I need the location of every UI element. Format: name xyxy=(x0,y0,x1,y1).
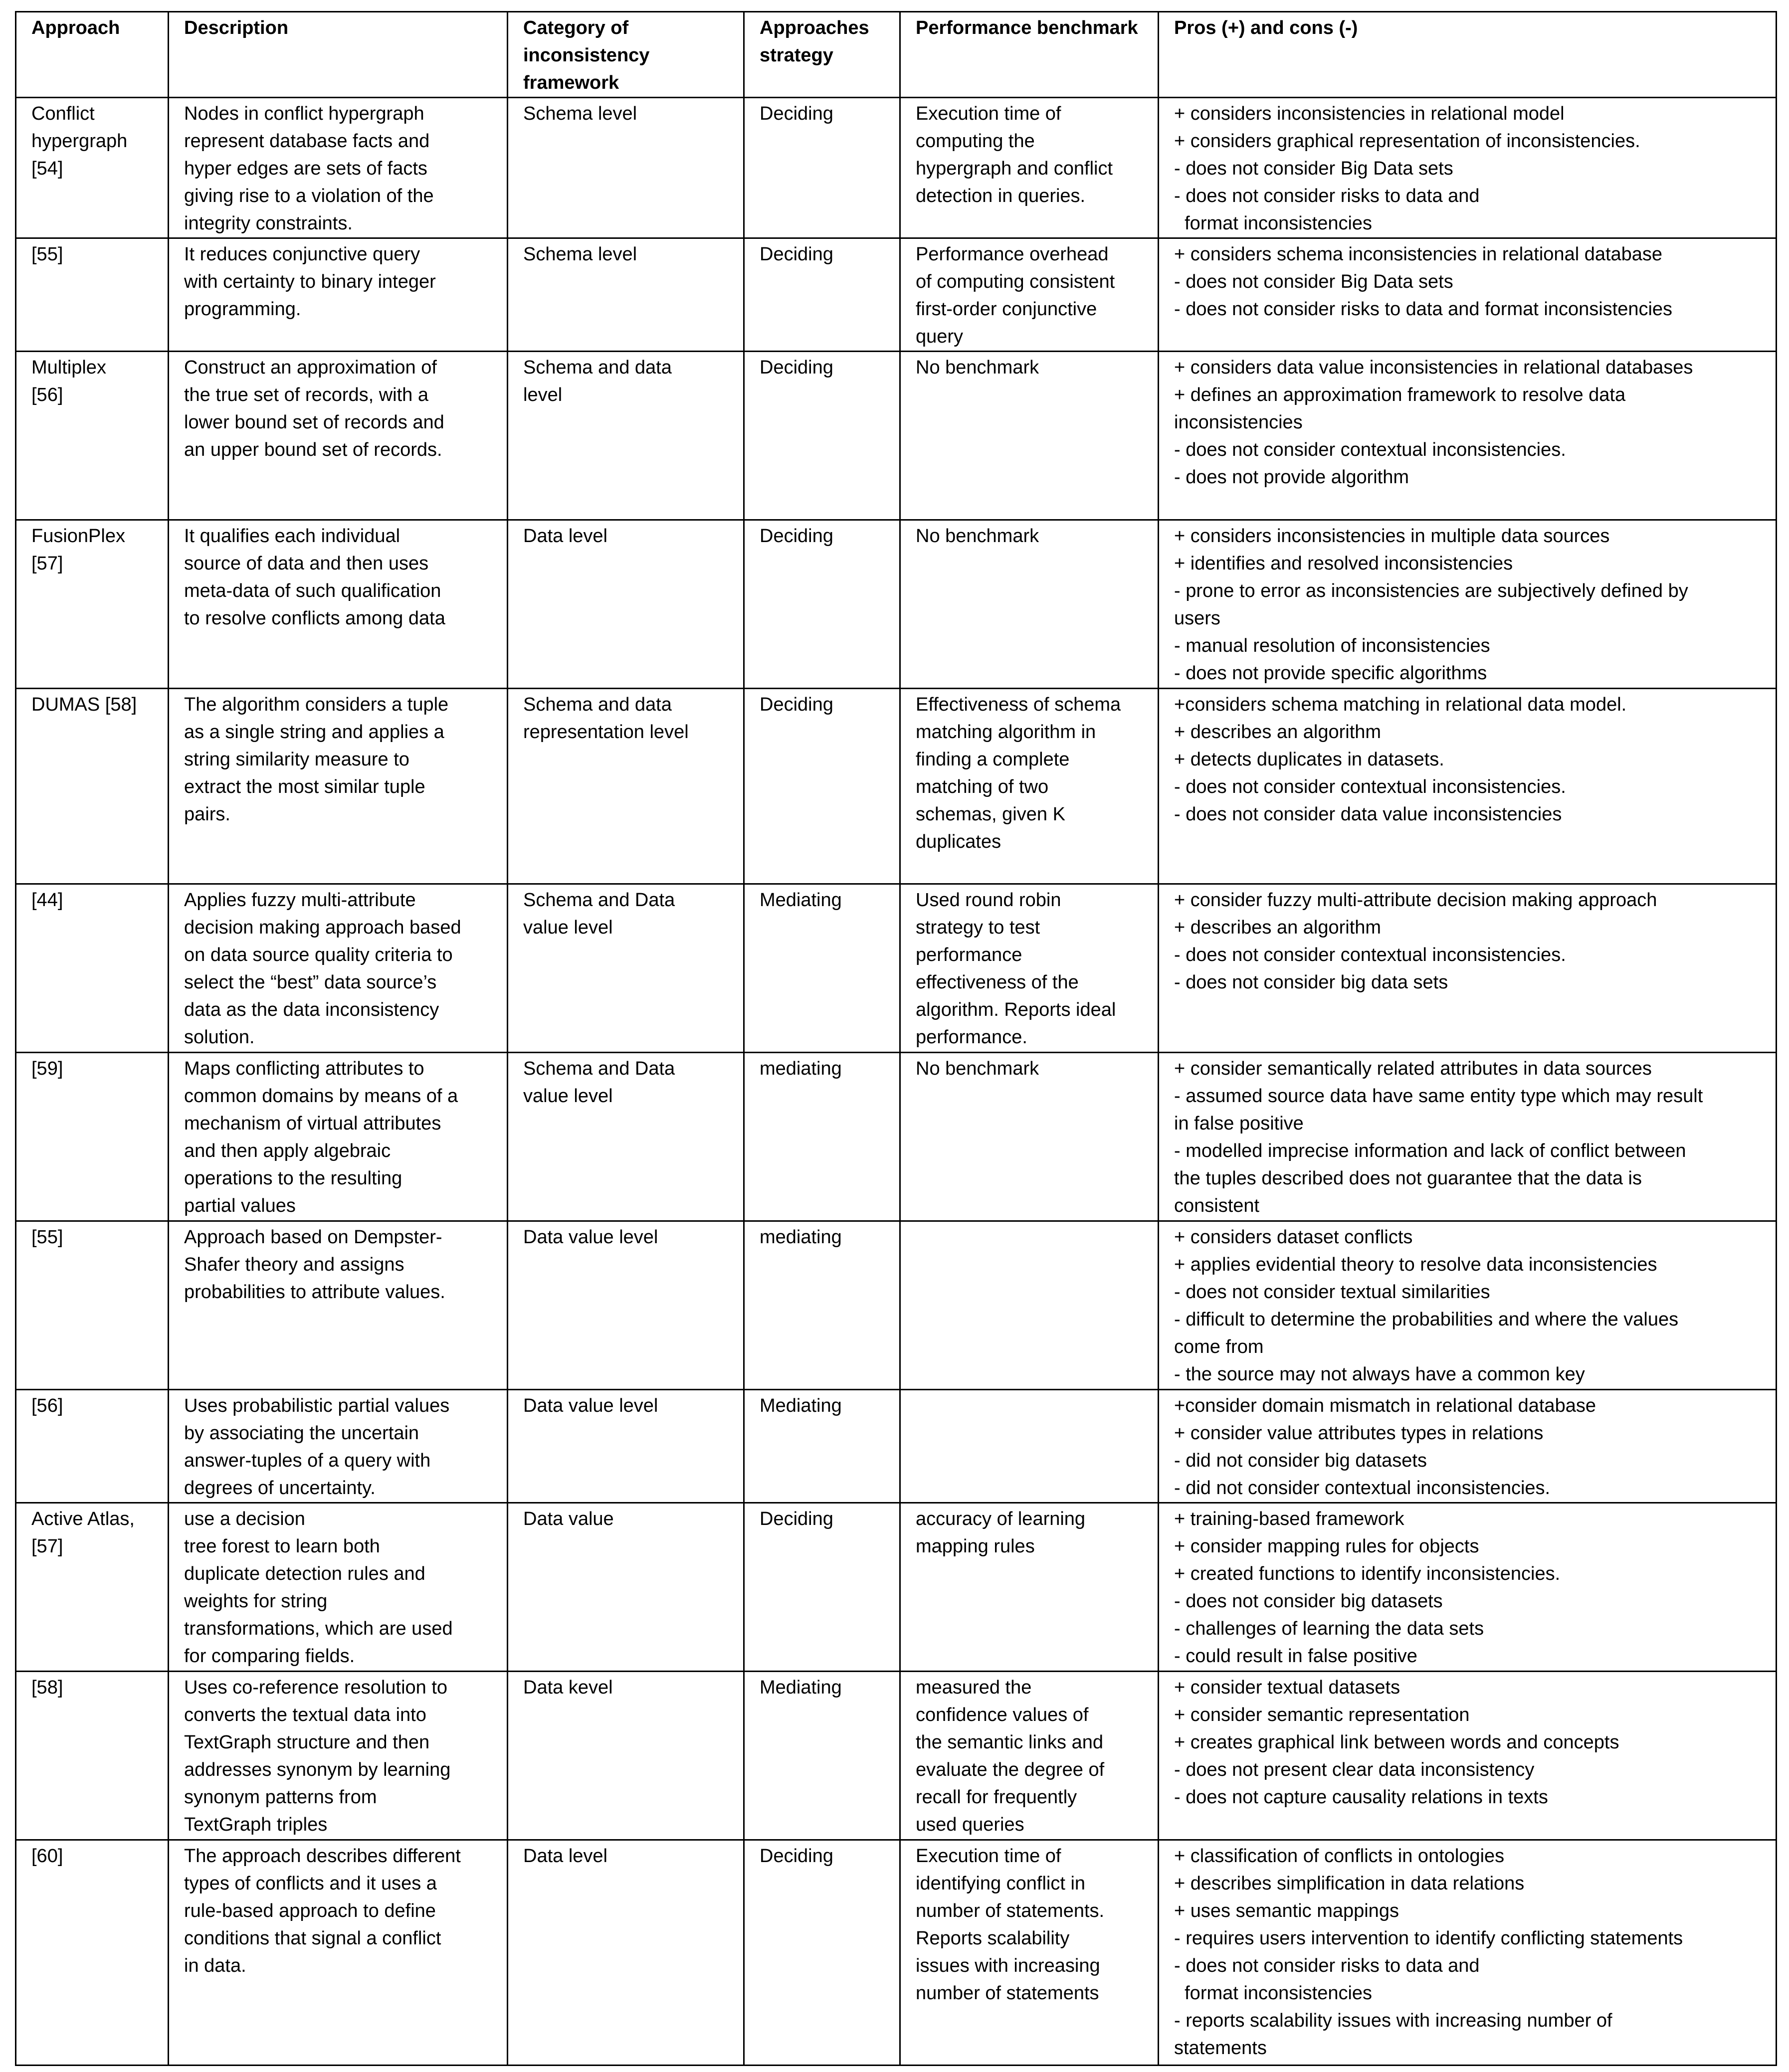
cell-line: [58] xyxy=(31,1677,63,1698)
cell-line: - assumed source data have same entity type which may result xyxy=(1174,1086,1703,1107)
category-cell xyxy=(508,1221,744,1390)
cell-line: converts the textual data into xyxy=(184,1704,426,1725)
cell-line: - does not consider contextual inconsistencies. xyxy=(1174,439,1566,460)
cell-line: + training-based framework xyxy=(1174,1508,1404,1529)
cell-line: [44] xyxy=(31,890,63,911)
cell-line: matching of two xyxy=(916,776,1049,797)
cell-line: detection in queries. xyxy=(916,186,1086,206)
benchmark-cell xyxy=(900,1221,1159,1390)
cell-line: - does not consider contextual inconsistencies. xyxy=(1174,776,1566,797)
table-row xyxy=(16,1053,1777,1221)
category-cell xyxy=(508,1672,744,1840)
pros-cons-cell xyxy=(1159,689,1777,884)
table-header xyxy=(16,12,1777,98)
cell-line: with certainty to binary integer xyxy=(184,271,436,292)
cell-line: giving rise to a violation of the xyxy=(184,186,434,206)
approach-cell xyxy=(16,1053,169,1221)
header-pros-cons: Pros (+) and cons (-) xyxy=(1159,12,1777,98)
header-category: Category of inconsistency framework xyxy=(508,12,744,98)
description-cell xyxy=(169,1503,508,1672)
cell-line: on data source quality criteria to xyxy=(184,944,453,965)
cell-line: format inconsistencies xyxy=(1174,213,1373,234)
cell-line: as a single string and applies a xyxy=(184,722,444,743)
description-cell xyxy=(169,352,508,520)
cell-line: TextGraph triples xyxy=(184,1814,328,1835)
cell-line: No benchmark xyxy=(916,526,1039,547)
cell-line: Performance overhead xyxy=(916,244,1109,265)
cell-line: Schema level xyxy=(523,103,637,124)
cell-line: rule-based approach to define xyxy=(184,1900,436,1921)
strategy-cell xyxy=(744,352,900,520)
benchmark-cell xyxy=(900,238,1159,352)
cell-line: [60] xyxy=(31,1846,63,1867)
cell-line: - does not consider risks to data and format inconsistencies xyxy=(1174,299,1673,320)
cell-line: conditions that signal a conflict xyxy=(184,1928,441,1949)
description-cell xyxy=(169,1053,508,1221)
cell-line: by associating the uncertain xyxy=(184,1423,419,1444)
benchmark-cell xyxy=(900,352,1159,520)
strategy-cell xyxy=(744,98,900,238)
cell-line: - the source may not always have a common key xyxy=(1174,1364,1585,1385)
cell-line: + considers data value inconsistencies in relational databases xyxy=(1174,357,1693,378)
approach-cell xyxy=(16,238,169,352)
cell-line: It qualifies each individual xyxy=(184,526,400,547)
cell-line: Schema level xyxy=(523,244,637,265)
cell-line: programming. xyxy=(184,299,301,320)
cell-line: + describes simplification in data relations xyxy=(1174,1873,1525,1894)
pros-cons-cell xyxy=(1159,1503,1777,1672)
cell-line: consistent xyxy=(1174,1195,1260,1216)
cell-line: recall for frequently xyxy=(916,1787,1077,1808)
cell-line: Data level xyxy=(523,526,607,547)
table-body xyxy=(16,98,1777,2066)
cell-line: use a decision xyxy=(184,1508,305,1529)
cell-line: lower bound set of records and xyxy=(184,412,444,433)
cell-line: Schema and Data xyxy=(523,890,675,911)
cell-line: [56] xyxy=(31,384,63,405)
cell-line: decision making approach based xyxy=(184,917,461,938)
table-row xyxy=(16,689,1777,884)
cell-line: Shafer theory and assigns xyxy=(184,1254,404,1275)
category-cell xyxy=(508,1503,744,1672)
cell-line: query xyxy=(916,326,964,347)
cell-line: Data level xyxy=(523,1846,607,1867)
cell-line: format inconsistencies xyxy=(1174,1983,1373,2004)
cell-line: level xyxy=(523,384,563,405)
header-benchmark: Performance benchmark xyxy=(900,12,1159,98)
cell-line: [56] xyxy=(31,1395,63,1416)
cell-line: - does not consider risks to data and xyxy=(1174,186,1480,206)
cell-line: hypergraph xyxy=(31,131,128,152)
category-cell xyxy=(508,98,744,238)
cell-line: + considers dataset conflicts xyxy=(1174,1227,1413,1248)
cell-line: meta-data of such qualification xyxy=(184,580,441,601)
pros-cons-cell xyxy=(1159,884,1777,1053)
cell-line: computing the xyxy=(916,131,1035,152)
cell-line: - does not consider textual similarities xyxy=(1174,1282,1490,1303)
cell-line: Reports scalability xyxy=(916,1928,1070,1949)
cell-line: confidence values of xyxy=(916,1704,1089,1725)
cell-line: inconsistencies xyxy=(1174,412,1303,433)
cell-line: answer-tuples of a query with xyxy=(184,1450,431,1471)
category-cell xyxy=(508,1053,744,1221)
approach-cell xyxy=(16,1840,169,2066)
cell-line: Schema and Data xyxy=(523,1058,675,1079)
pros-cons-cell xyxy=(1159,1221,1777,1390)
strategy-cell xyxy=(744,238,900,352)
cell-line: + consider semantically related attributes in data sources xyxy=(1174,1058,1652,1079)
cell-line: - did not consider contextual inconsistencies. xyxy=(1174,1478,1551,1499)
cell-line: an upper bound set of records. xyxy=(184,439,442,460)
cell-line: + consider value attributes types in relations xyxy=(1174,1423,1544,1444)
category-cell xyxy=(508,352,744,520)
cell-line: select the “best” data source’s xyxy=(184,972,437,993)
cell-line: + uses semantic mappings xyxy=(1174,1900,1399,1921)
cell-line: - does not provide specific algorithms xyxy=(1174,663,1487,684)
description-cell xyxy=(169,1221,508,1390)
cell-line: No benchmark xyxy=(916,357,1039,378)
cell-line: Data kevel xyxy=(523,1677,613,1698)
approach-cell xyxy=(16,689,169,884)
cell-line: TextGraph structure and then xyxy=(184,1732,430,1753)
pros-cons-cell xyxy=(1159,98,1777,238)
benchmark-cell xyxy=(900,520,1159,689)
cell-line: effectiveness of the xyxy=(916,972,1079,993)
cell-line: - modelled imprecise information and lack of conflict between xyxy=(1174,1140,1686,1161)
cell-line: Deciding xyxy=(760,103,833,124)
pros-cons-cell xyxy=(1159,1840,1777,2066)
description-cell xyxy=(169,689,508,884)
description-cell xyxy=(169,520,508,689)
table-row xyxy=(16,1221,1777,1390)
header-strategy: Approaches strategy xyxy=(744,12,900,98)
cell-line: duplicates xyxy=(916,831,1001,852)
pros-cons-cell xyxy=(1159,352,1777,520)
cell-line: degrees of uncertainty. xyxy=(184,1478,376,1499)
cell-line: algorithm. Reports ideal xyxy=(916,999,1116,1020)
cell-line: Mediating xyxy=(760,890,842,911)
cell-line: - prone to error as inconsistencies are subjectively defined by xyxy=(1174,580,1688,601)
strategy-cell xyxy=(744,689,900,884)
cell-line: mediating xyxy=(760,1058,842,1079)
cell-line: - does not consider big data sets xyxy=(1174,972,1448,993)
cell-line: [55] xyxy=(31,1227,63,1248)
table-row xyxy=(16,352,1777,520)
cell-line: string similarity measure to xyxy=(184,749,409,770)
cell-line: solution. xyxy=(184,1027,255,1048)
cell-line: weights for string xyxy=(184,1591,328,1612)
cell-line: + consider textual datasets xyxy=(1174,1677,1400,1698)
cell-line: identifying conflict in xyxy=(916,1873,1086,1894)
cell-line: addresses synonym by learning xyxy=(184,1759,451,1780)
cell-line: tree forest to learn both xyxy=(184,1536,380,1557)
category-cell xyxy=(508,238,744,352)
description-cell xyxy=(169,884,508,1053)
strategy-cell xyxy=(744,1503,900,1672)
cell-line: schemas, given K xyxy=(916,804,1065,825)
cell-line: number of statements. xyxy=(916,1900,1105,1921)
benchmark-cell xyxy=(900,689,1159,884)
cell-line: performance xyxy=(916,944,1022,965)
cell-line: in data. xyxy=(184,1955,246,1976)
cell-line: Deciding xyxy=(760,526,833,547)
table-row xyxy=(16,1672,1777,1840)
cell-line: + detects duplicates in datasets. xyxy=(1174,749,1444,770)
table-row xyxy=(16,98,1777,238)
comparison-table xyxy=(15,11,1777,2066)
cell-line: mapping rules xyxy=(916,1536,1035,1557)
header-row xyxy=(16,12,1777,98)
cell-line: users xyxy=(1174,608,1220,629)
cell-line: extract the most similar tuple xyxy=(184,776,425,797)
cell-line: value level xyxy=(523,917,613,938)
strategy-cell xyxy=(744,1053,900,1221)
approach-cell xyxy=(16,1672,169,1840)
cell-line: - does not consider risks to data and xyxy=(1174,1955,1480,1976)
cell-line: - does not consider Big Data sets xyxy=(1174,158,1453,179)
strategy-cell xyxy=(744,1221,900,1390)
cell-line: No benchmark xyxy=(916,1058,1039,1079)
pros-cons-cell xyxy=(1159,1672,1777,1840)
table-row xyxy=(16,884,1777,1053)
cell-line: and then apply algebraic xyxy=(184,1140,391,1161)
cell-line: hyper edges are sets of facts xyxy=(184,158,427,179)
cell-line: Data value level xyxy=(523,1227,658,1248)
approach-cell xyxy=(16,1503,169,1672)
cell-line: Mediating xyxy=(760,1395,842,1416)
cell-line: Approach based on Dempster- xyxy=(184,1227,442,1248)
description-cell xyxy=(169,1840,508,2066)
cell-line: types of conflicts and it uses a xyxy=(184,1873,437,1894)
cell-line: [54] xyxy=(31,158,63,179)
category-cell xyxy=(508,884,744,1053)
cell-line: - does not consider Big Data sets xyxy=(1174,271,1453,292)
description-cell xyxy=(169,98,508,238)
strategy-cell xyxy=(744,1672,900,1840)
cell-line: Deciding xyxy=(760,1846,833,1867)
cell-line: Deciding xyxy=(760,1508,833,1529)
cell-line: - does not provide algorithm xyxy=(1174,467,1409,488)
cell-line: mediating xyxy=(760,1227,842,1248)
cell-line: common domains by means of a xyxy=(184,1086,458,1107)
cell-line: Construct an approximation of xyxy=(184,357,437,378)
cell-line: + considers graphical representation of inconsistencies. xyxy=(1174,131,1640,152)
cell-line: used queries xyxy=(916,1814,1024,1835)
cell-line: the true set of records, with a xyxy=(184,384,429,405)
cell-line: hypergraph and conflict xyxy=(916,158,1113,179)
cell-line: evaluate the degree of xyxy=(916,1759,1105,1780)
cell-line: come from xyxy=(1174,1336,1264,1357)
cell-line: number of statements xyxy=(916,1983,1099,2004)
header-description: Description xyxy=(169,12,508,98)
cell-line: Multiplex xyxy=(31,357,106,378)
benchmark-cell xyxy=(900,1672,1159,1840)
benchmark-cell xyxy=(900,1053,1159,1221)
approach-cell xyxy=(16,352,169,520)
cell-line: [59] xyxy=(31,1058,63,1079)
cell-line: + considers schema inconsistencies in relational database xyxy=(1174,244,1663,265)
cell-line: Used round robin xyxy=(916,890,1061,911)
cell-line: - difficult to determine the probabilities and where the values xyxy=(1174,1309,1679,1330)
benchmark-cell xyxy=(900,98,1159,238)
cell-line: pairs. xyxy=(184,804,230,825)
cell-line: Execution time of xyxy=(916,1846,1061,1867)
cell-line: - does not consider big datasets xyxy=(1174,1591,1443,1612)
cell-line: + defines an approximation framework to resolve data xyxy=(1174,384,1626,405)
cell-line: + created functions to identify inconsistencies. xyxy=(1174,1563,1561,1584)
description-cell xyxy=(169,1390,508,1503)
cell-line: strategy to test xyxy=(916,917,1040,938)
cell-line: to resolve conflicts among data xyxy=(184,608,445,629)
strategy-cell xyxy=(744,884,900,1053)
cell-line: - does not consider data value inconsistencies xyxy=(1174,804,1562,825)
category-cell xyxy=(508,1840,744,2066)
cell-line: value level xyxy=(523,1086,613,1107)
cell-line: + consider fuzzy multi-attribute decision making approach xyxy=(1174,890,1657,911)
pros-cons-cell xyxy=(1159,1390,1777,1503)
cell-line: performance. xyxy=(916,1027,1027,1048)
table-row xyxy=(16,1390,1777,1503)
cell-line: Deciding xyxy=(760,357,833,378)
description-cell xyxy=(169,1672,508,1840)
cell-line: in false positive xyxy=(1174,1113,1304,1134)
cell-line: DUMAS [58] xyxy=(31,694,137,715)
cell-line: Maps conflicting attributes to xyxy=(184,1058,424,1079)
cell-line: issues with increasing xyxy=(916,1955,1100,1976)
cell-line: the semantic links and xyxy=(916,1732,1103,1753)
cell-line: + describes an algorithm xyxy=(1174,722,1382,743)
cell-line: The approach describes different xyxy=(184,1846,461,1867)
cell-line: [55] xyxy=(31,244,63,265)
category-cell xyxy=(508,520,744,689)
cell-line: finding a complete xyxy=(916,749,1070,770)
strategy-cell xyxy=(744,1840,900,2066)
table-row xyxy=(16,238,1777,352)
cell-line: - does not present clear data inconsistency xyxy=(1174,1759,1535,1780)
benchmark-cell xyxy=(900,884,1159,1053)
cell-line: synonym patterns from xyxy=(184,1787,377,1808)
cell-line: first-order conjunctive xyxy=(916,299,1097,320)
cell-line: transformations, which are used xyxy=(184,1618,453,1639)
cell-line: Uses probabilistic partial values xyxy=(184,1395,450,1416)
pros-cons-cell xyxy=(1159,1053,1777,1221)
cell-line: - does not consider contextual inconsistencies. xyxy=(1174,944,1566,965)
cell-line: + considers inconsistencies in multiple data sources xyxy=(1174,526,1610,547)
cell-line: measured the xyxy=(916,1677,1032,1698)
cell-line: - does not capture causality relations in texts xyxy=(1174,1787,1548,1808)
cell-line: operations to the resulting xyxy=(184,1168,402,1189)
cell-line: Schema and data xyxy=(523,694,672,715)
pros-cons-cell xyxy=(1159,520,1777,689)
cell-line: integrity constraints. xyxy=(184,213,353,234)
cell-line: +consider domain mismatch in relational database xyxy=(1174,1395,1596,1416)
benchmark-cell xyxy=(900,1390,1159,1503)
cell-line: Mediating xyxy=(760,1677,842,1698)
cell-line: for comparing fields. xyxy=(184,1646,355,1667)
strategy-cell xyxy=(744,1390,900,1503)
benchmark-cell xyxy=(900,1840,1159,2066)
category-cell xyxy=(508,1390,744,1503)
approach-cell xyxy=(16,1221,169,1390)
cell-line: - challenges of learning the data sets xyxy=(1174,1618,1484,1639)
cell-line: Uses co-reference resolution to xyxy=(184,1677,448,1698)
cell-line: + describes an algorithm xyxy=(1174,917,1382,938)
approach-cell xyxy=(16,1390,169,1503)
cell-line: - manual resolution of inconsistencies xyxy=(1174,635,1490,656)
pros-cons-cell xyxy=(1159,238,1777,352)
cell-line: The algorithm considers a tuple xyxy=(184,694,449,715)
cell-line: [57] xyxy=(31,1536,63,1557)
cell-line: + consider semantic representation xyxy=(1174,1704,1470,1725)
cell-line: of computing consistent xyxy=(916,271,1115,292)
approach-cell xyxy=(16,98,169,238)
cell-line: representation level xyxy=(523,722,689,743)
cell-line: probabilities to attribute values. xyxy=(184,1282,445,1303)
cell-line: It reduces conjunctive query xyxy=(184,244,420,265)
cell-line: + consider mapping rules for objects xyxy=(1174,1536,1479,1557)
cell-line: Data value level xyxy=(523,1395,658,1416)
cell-line: - did not consider big datasets xyxy=(1174,1450,1427,1471)
cell-line: the tuples described does not guarantee that the data is xyxy=(1174,1168,1642,1189)
cell-line: source of data and then uses xyxy=(184,553,429,574)
cell-line: Deciding xyxy=(760,244,833,265)
cell-line: Active Atlas, xyxy=(31,1508,135,1529)
category-cell xyxy=(508,689,744,884)
cell-line: Conflict xyxy=(31,103,95,124)
cell-line: partial values xyxy=(184,1195,296,1216)
cell-line: + applies evidential theory to resolve data inconsistencies xyxy=(1174,1254,1657,1275)
benchmark-cell xyxy=(900,1503,1159,1672)
strategy-cell xyxy=(744,520,900,689)
table-row xyxy=(16,520,1777,689)
cell-line: mechanism of virtual attributes xyxy=(184,1113,441,1134)
approach-cell xyxy=(16,520,169,689)
cell-line: + classification of conflicts in ontologies xyxy=(1174,1846,1505,1867)
cell-line: - requires users intervention to identify conflicting statements xyxy=(1174,1928,1683,1949)
cell-line: duplicate detection rules and xyxy=(184,1563,425,1584)
cell-line: [57] xyxy=(31,553,63,574)
cell-line: Execution time of xyxy=(916,103,1061,124)
cell-line: Schema and data xyxy=(523,357,672,378)
cell-line: + considers inconsistencies in relational model xyxy=(1174,103,1565,124)
cell-line: Nodes in conflict hypergraph xyxy=(184,103,424,124)
cell-line: data as the data inconsistency xyxy=(184,999,439,1020)
approach-cell xyxy=(16,884,169,1053)
cell-line: accuracy of learning xyxy=(916,1508,1086,1529)
table-row xyxy=(16,1840,1777,2066)
cell-line: +considers schema matching in relational data model. xyxy=(1174,694,1627,715)
cell-line: Effectiveness of schema xyxy=(916,694,1121,715)
cell-line: Deciding xyxy=(760,694,833,715)
cell-line: FusionPlex xyxy=(31,526,125,547)
cell-line: Data value xyxy=(523,1508,614,1529)
cell-line: statements xyxy=(1174,2038,1267,2059)
header-approach: Approach xyxy=(16,12,169,98)
description-cell xyxy=(169,238,508,352)
cell-line: matching algorithm in xyxy=(916,722,1096,743)
cell-line: - reports scalability issues with increasing number of xyxy=(1174,2010,1612,2031)
cell-line: Applies fuzzy multi-attribute xyxy=(184,890,416,911)
cell-line: + creates graphical link between words and concepts xyxy=(1174,1732,1619,1753)
cell-line: + identifies and resolved inconsistencies xyxy=(1174,553,1513,574)
cell-line: represent database facts and xyxy=(184,131,430,152)
table-row xyxy=(16,1503,1777,1672)
cell-line: - could result in false positive xyxy=(1174,1646,1417,1667)
